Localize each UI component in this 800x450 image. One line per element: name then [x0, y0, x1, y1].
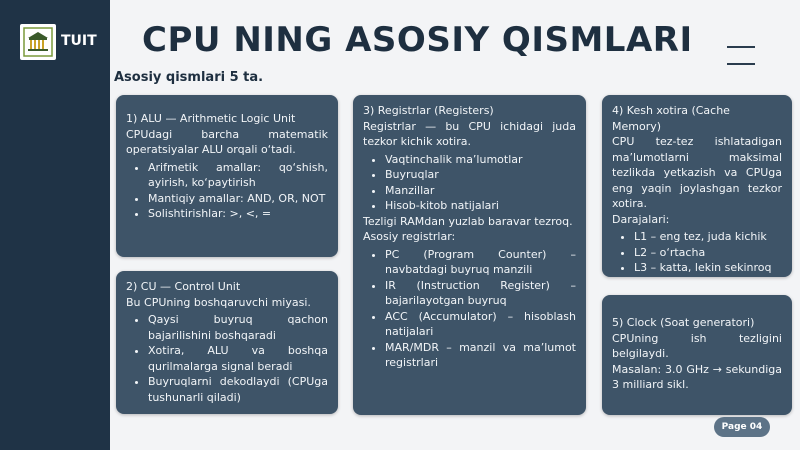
card-list — [612, 229, 782, 276]
card-example: Masalan: 3.0 GHz → sekundiga 3 milliard sikl. — [612, 362, 782, 391]
card-list-registers — [363, 247, 576, 371]
registers-card — [353, 95, 586, 415]
cu-card — [116, 271, 338, 414]
alu-card — [116, 95, 338, 257]
list-item: • L3 – katta, lekin sekinroq — [634, 260, 782, 276]
list-item: • ACC (Accumulator) – hisoblash natijalari — [385, 309, 576, 340]
list-item: • Buyruqlarni dekodlaydi (CPUga tushunarli qiladi) — [148, 374, 328, 405]
cache-card — [602, 95, 792, 277]
clock-card — [602, 295, 792, 415]
card-note: Tezligi RAMdan yuzlab baravar tezroq. — [363, 214, 573, 228]
card-description: CPUning ish tezligini belgilaydi. — [612, 331, 782, 360]
card-heading: 4) Kesh xotira (Cache Memory) — [612, 104, 730, 133]
page-subtitle: Asosiy qismlari 5 ta. — [114, 70, 264, 85]
list-item: • L1 – eng tez, juda kichik — [634, 229, 782, 245]
page-title: CPU NING ASOSIY QISMLARI — [142, 20, 693, 60]
card-heading: 1) ALU — Arithmetic Logic Unit — [126, 112, 296, 125]
card-subheading: Asosiy registrlar: — [363, 230, 456, 243]
card-subheading: Darajalari: — [612, 212, 670, 226]
list-item: • Vaqtinchalik ma’lumotlar — [385, 152, 576, 168]
card-description: Registrlar — bu CPU ichidagi juda tezkor kichik xotira. — [363, 119, 576, 148]
list-item: • Solishtirishlar: >, <, = — [148, 206, 328, 222]
list-item: • IR (Instruction Register) – bajarilayotgan buyruq — [385, 278, 576, 309]
card-heading: 5) Clock (Soat generatori) — [612, 316, 755, 329]
card-list — [126, 312, 328, 405]
list-item: • Xotira, ALU va boshqa qurilmalarga signal beradi — [148, 343, 328, 374]
card-heading: 2) CU — Control Unit — [126, 280, 241, 293]
sidebar — [0, 0, 110, 450]
list-item: • Qaysi buyruq qachon bajarilishini boshqaradi — [148, 312, 328, 343]
list-item: • Hisob-kitob natijalari — [385, 198, 576, 214]
list-item: • PC (Program Counter) – navbatdagi buyruq manzili — [385, 247, 576, 278]
brand-name: TUIT — [61, 33, 97, 49]
card-list — [126, 160, 328, 222]
list-item: • Mantiqiy amallar: AND, OR, NOT — [148, 191, 328, 207]
card-description: Bu CPUning boshqaruvchi miyasi. — [126, 295, 311, 309]
card-description: CPU tez-tez ishlatadigan ma’lumotlarni maksimal tezlikda yetkazish va CPUga eng yaqin joylashgan tezkor xotira. — [612, 135, 782, 210]
list-item: • Arifmetik amallar: qo‘shish, ayirish, ko‘paytirish — [148, 160, 328, 191]
building-columns-icon — [23, 27, 53, 57]
list-item: • Manzillar — [385, 183, 576, 199]
card-description: CPUdagi barcha matematik operatsiyalar ALU orqali o‘tadi. — [126, 127, 328, 156]
hamburger-menu-icon[interactable] — [727, 46, 755, 68]
card-list — [363, 152, 576, 214]
list-item: • L2 – o‘rtacha — [634, 245, 782, 261]
card-heading: 3) Registrlar (Registers) — [363, 104, 494, 117]
list-item: • Buyruqlar — [385, 167, 576, 183]
page-number-badge: Page 04 — [714, 417, 770, 437]
university-logo — [20, 24, 56, 60]
list-item: • MAR/MDR – manzil va ma’lumot registrlari — [385, 340, 576, 371]
